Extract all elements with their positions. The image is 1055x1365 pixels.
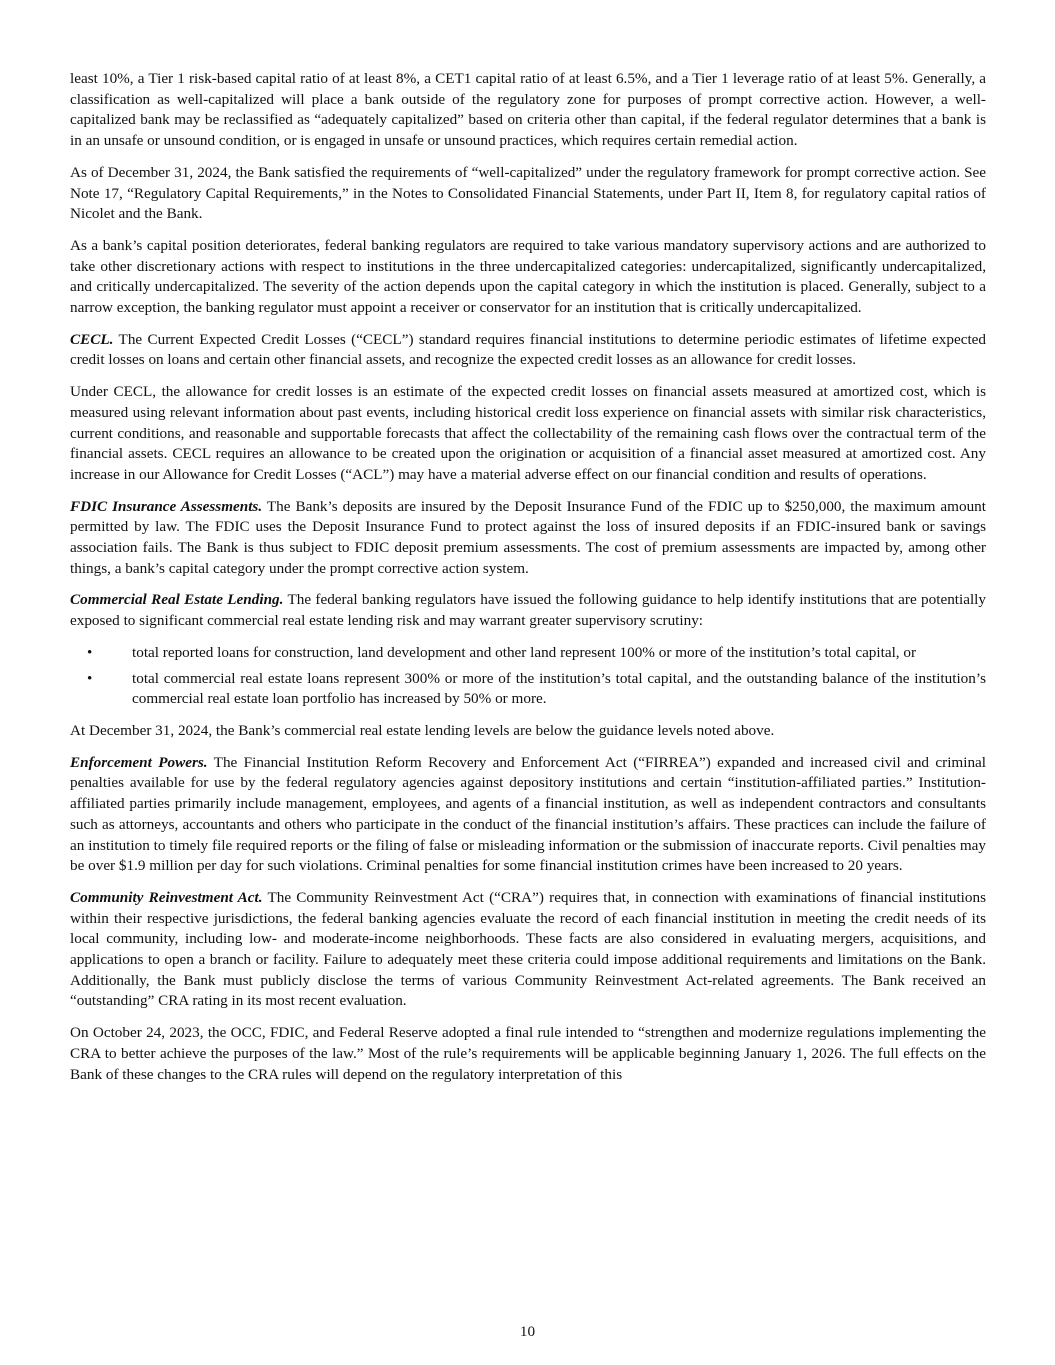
- paragraph-capital-classification: least 10%, a Tier 1 risk-based capital ratio of at least 8%, a CET1 capital ratio of at least 6.5%, and a Tier 1 leverage ratio of at least 5%. Generally, a classification as well-capitalized will place a bank outside of the regulatory zone for purposes of prompt corrective action. However, a well-capitalized bank may be reclassified as “adequately capitalized” based on criteria other than capital, if the federal regulator determines that a bank is in an unsafe or unsound condition, or is engaged in unsafe or unsound practices, which requires certain remedial action.: [70, 70, 986, 150]
- cra-heading: Community Reinvestment Act.: [70, 888, 263, 906]
- cre-heading: Commercial Real Estate Lending.: [70, 591, 284, 609]
- enforcement-heading: Enforcement Powers.: [70, 753, 208, 771]
- page-number: 10: [519, 1323, 536, 1340]
- paragraph-well-capitalized-status: As of December 31, 2024, the Bank satisfied the requirements of “well-capitalized” under the regulatory framework for prompt corrective action. See Note 17, “Regulatory Capital Requirements,” in the Notes to Consolidated Financial Statements, under Part II, Item 8, for regulatory capital ratios of Nicolet and the Bank.: [70, 163, 986, 223]
- paragraph-cra-final-rule: On October 24, 2023, the OCC, FDIC, and Federal Reserve adopted a final rule intended to “strengthen and modernize regulations implementing the CRA to better achieve the purposes of the law.” Most of the rule’s requirements will be applicable beginning January 1, 2026. The full effects on the Bank of these changes to the CRA rules will depend on the regulatory interpretation of this: [70, 1024, 986, 1083]
- list-item: [70, 669, 986, 710]
- fdic-heading: FDIC Insurance Assessments.: [70, 497, 263, 515]
- cre-text: The federal banking regulators have issued the following guidance to help identify institutions that are potentially exposed to significant commercial real estate lending risk and may warrant greater supervisory scrutiny:: [70, 591, 986, 630]
- paragraph-fdic: [70, 497, 986, 580]
- bullet-icon: •: [87, 669, 93, 687]
- fdic-text: The Bank’s deposits are insured by the Deposit Insurance Fund of the FDIC up to $250,000, the maximum amount permitted by law. The FDIC uses the Deposit Insurance Fund to protect against the loss of insured deposits if an FDIC-insured bank or savings association fails. The Bank is thus subject to FDIC deposit premium assessments. The cost of premium assessments are impacted by, among other things, a bank’s capital category under the prompt corrective action system.: [70, 497, 986, 577]
- cecl-heading: CECL.: [70, 330, 114, 348]
- cecl-text: The Current Expected Credit Losses (“CECL”) standard requires financial institutions to determine periodic estimates of lifetime expected credit losses on loans and certain other financial assets, and recognize the expected credit losses as an allowance for credit losses.: [70, 330, 986, 369]
- paragraph-cra: [70, 888, 986, 1012]
- enforcement-text: The Financial Institution Reform Recovery and Enforcement Act (“FIRREA”) expanded and increased civil and criminal penalties available for use by the federal regulatory agencies against depository institutions and certain “institution-affiliated parties.” Institution-affiliated parties primarily include management, employees, and agents of a financial institution, as well as independent contractors and consultants such as attorneys, accountants and others who participate in the conduct of the financial institution’s affairs. These practices can include the failure of an institution to timely file required reports or the filing of false or misleading information or the submission of inaccurate reports. Civil penalties may be over $1.9 million per day for such violations. Criminal penalties for some financial institution crimes have been increased to 20 years.: [70, 753, 987, 875]
- paragraph-cecl-allowance: Under CECL, the allowance for credit losses is an estimate of the expected credit losses on financial assets measured at amortized cost, which is measured using relevant information about past events, including historical credit loss experience on financial assets with similar risk characteristics, current conditions, and reasonable and supportable forecasts that affect the collectability of the remaining cash flows over the contractual term of the financial assets. CECL requires an allowance to be created upon the origination or acquisition of a financial asset measured at amortized cost. Any increase in our Allowance for Credit Losses (“ACL”) may have a material adverse effect on our financial condition and results of operations.: [70, 383, 986, 483]
- cra-text: The Community Reinvestment Act (“CRA”) requires that, in connection with examinations of financial institutions within their respective jurisdictions, the federal banking agencies evaluate the record of each financial institution in meeting the credit needs of its local community, including low- and moderate-income neighborhoods. These facts are also considered in evaluating mergers, acquisitions, and applications to open a branch or facility. Failure to adequately meet these criteria could impose additional requirements and limitations on the Bank. Additionally, the Bank must publicly disclose the terms of various Community Reinvestment Act-related agreements. The Bank received an “outstanding” CRA rating in its most recent evaluation.: [70, 888, 986, 1010]
- list-item-text: total commercial real estate loans represent 300% or more of the institution’s total capital, and the outstanding balance of the institution’s commercial real estate loan portfolio has increased by 50% or more.: [132, 669, 986, 708]
- bullet-icon: •: [87, 643, 93, 661]
- paragraph-capital-deterioration: As a bank’s capital position deteriorates, federal banking regulators are required to take various mandatory supervisory actions and are authorized to take other discretionary actions with respect to institutions in the three undercapitalized categories: undercapitalized, significantly undercapitalized, and critically undercapitalized. The severity of the action depends upon the capital category in which the institution is placed. Generally, subject to a narrow exception, the banking regulator must appoint a receiver or conservator for an institution that is critically undercapitalized.: [70, 236, 986, 317]
- document-body: [70, 69, 986, 1096]
- guidance-bullet-list: [70, 643, 986, 710]
- paragraph-enforcement: [70, 753, 986, 877]
- paragraph-commercial-real-estate: [70, 590, 986, 631]
- paragraph-cecl: [70, 330, 986, 371]
- list-item: [70, 643, 986, 664]
- paragraph-cre-levels: At December 31, 2024, the Bank’s commercial real estate lending levels are below the guidance levels noted above.: [70, 721, 775, 739]
- list-item-text: total reported loans for construction, land development and other land represent 100% or more of the institution’s total capital, or: [132, 643, 917, 661]
